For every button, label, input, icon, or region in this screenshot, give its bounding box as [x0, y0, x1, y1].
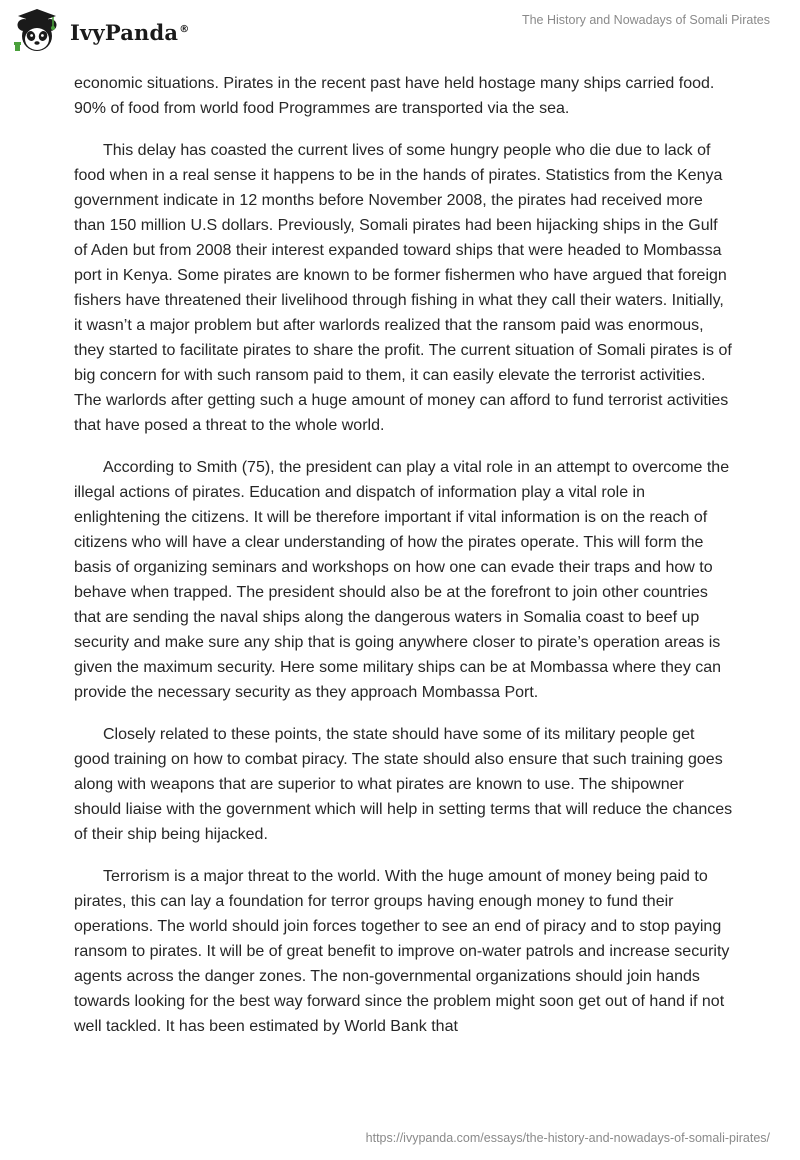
- site-logo[interactable]: [12, 8, 189, 54]
- registered-mark: ®: [179, 23, 190, 35]
- paragraph: According to Smith (75), the president can play a vital role in an attempt to overcome the illegal actions of pirates. Education and dispatch of information play a vital role in enlightening the citizens. It will be therefore important if vital information is on the reach of citizens who will have a clear understanding of how the pirates operate. This will form the basis of organizing seminars and workshops on how one can evade their traps and how to behave when trapped. The president should also be at the forefront to join other countries that are sending the naval ships along the dangerous waters in Somalia coast to beef up security and make sure any ship that is going anywhere closer to pirate’s operation areas is given the maximum security. Here some military ships can be at Mombassa where they can provide the necessary security as they approach Mombassa Port.: [74, 459, 730, 701]
- footer-url-link[interactable]: https://ivypanda.com/essays/the-history-and-nowadays-of-somali-pirates/: [365, 1131, 770, 1145]
- paragraph-continuation: economic situations. Pirates in the recent past have held hostage many ships carried food. 90% of food from world food Programmes are transported via the sea.: [74, 75, 715, 117]
- page-header: [0, 0, 800, 62]
- essay-body: [74, 71, 734, 1056]
- logo-wordmark: IvyPanda®: [70, 19, 190, 45]
- paragraph: Terrorism is a major threat to the world. With the huge amount of money being paid to pirates, this can lay a foundation for terror groups having enough money to fund their operations. The world should join forces together to see an end of piracy and to stop paying ransom to pirates. It will be of great benefit to improve on-water patrols and increase security agents across the danger zones. The non-governmental organizations should join hands towards looking for the best way forward since the problem might soon get out of hand if not well tackled. It has been estimated by World Bank that: [74, 868, 730, 1035]
- panda-logo-icon: [12, 8, 62, 54]
- paragraph: This delay has coasted the current lives of some hungry people who die due to lack of food when in a real sense it happens to be in the hands of pirates. Statistics from the Kenya government indicate in 12 months before November 2008, the pirates had received more than 150 million U.S dollars. Previously, Somali pirates had been hijacking ships in the Gulf of Aden but from 2008 their interest expanded toward ships that were headed to Mombassa port in Kenya. Some pirates are known to be former fishermen who have argued that foreign fishers have threatened their livelihood through fishing in what they call their waters. Initially, it wasn’t a major problem but after warlords realized that the ransom paid was enormous, they started to facilitate pirates to share the profit. The current situation of Somali pirates is of big concern for with such ransom paid to them, it can easily elevate the terrorist activities. The warlords after getting such a huge amount of money can afford to fund terrorist activities that have posed a threat to the whole world.: [74, 142, 732, 434]
- document-title: The History and Nowadays of Somali Pirates: [521, 13, 770, 27]
- paragraph: Closely related to these points, the state should have some of its military people get good training on how to combat piracy. The state should also ensure that such training goes along with weapons that are superior to what pirates are known to use. The shipowner should liaise with the government which will help in setting terms that will reduce the chances of their ship being hijacked.: [74, 726, 733, 843]
